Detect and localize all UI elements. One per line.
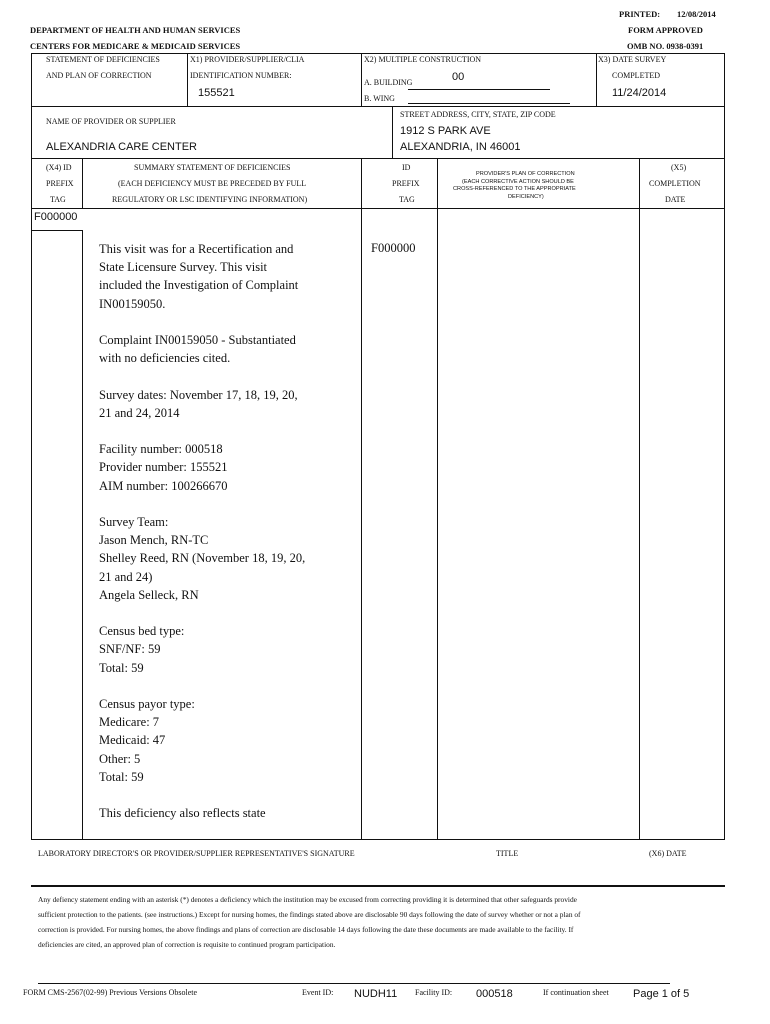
provider-number: 155521 [198, 87, 235, 99]
event-id-label: Event ID: [302, 988, 334, 997]
footer-rule [38, 983, 670, 984]
x1-label: X1) PROVIDER/SUPPLIER/CLIA [190, 55, 305, 64]
id-header-2: PREFIX [392, 179, 420, 188]
title-label: TITLE [496, 849, 519, 858]
summary-line: 21 and 24) [99, 569, 153, 584]
x1-label-2: IDENTIFICATION NUMBER: [190, 71, 292, 80]
body-divider [639, 208, 640, 840]
summary-line: Other: 5 [99, 751, 141, 766]
summary-line: SNF/NF: 59 [99, 642, 161, 657]
summary-line: Total: 59 [99, 660, 144, 675]
summary-line: Shelley Reed, RN (November 18, 19, 20, [99, 551, 306, 566]
summary-line: Medicaid: 47 [99, 733, 166, 748]
summary-line: Facility number: 000518 [99, 442, 223, 457]
x5-header-1: (X5) [671, 163, 687, 172]
tag-cell-bottom [31, 230, 83, 231]
summary-paragraph [99, 804, 354, 822]
provider-name: ALEXANDRIA CARE CENTER [46, 141, 197, 153]
body-divider [361, 208, 362, 840]
plan-header-1: PROVIDER'S PLAN OF CORRECTION [476, 171, 575, 177]
signature-date-label: (X6) DATE [649, 849, 687, 858]
summary-header-2: (EACH DEFICIENCY MUST BE PRECEDED BY FULL [118, 179, 307, 188]
signature-label: LABORATORY DIRECTOR'S OR PROVIDER/SUPPLIER REPRESENTATIVE'S SIGNATURE [38, 849, 355, 858]
body-divider [82, 230, 83, 840]
summary-line: Provider number: 155521 [99, 460, 228, 475]
col-divider [82, 158, 83, 209]
signature-rule [31, 885, 725, 887]
statement-line2: AND PLAN OF CORRECTION [46, 71, 152, 80]
wing-label: B. WING [364, 94, 395, 103]
omb-number: OMB NO. 0938-0391 [627, 41, 704, 51]
summary-line: included the Investigation of Complaint [99, 278, 299, 293]
plan-header-2: (EACH CORRECTIVE ACTION SHOULD BE [462, 179, 574, 185]
form-number: FORM CMS-2567(02-99) Previous Versions Obsolete [23, 988, 198, 997]
x5-header-3: DATE [665, 195, 686, 204]
summary-paragraph [99, 240, 354, 313]
summary-header-3: REGULATORY OR LSC IDENTIFYING INFORMATION) [112, 195, 308, 204]
summary-line: with no deficiencies cited. [99, 351, 231, 366]
provider-name-label: NAME OF PROVIDER OR SUPPLIER [46, 117, 176, 126]
summary-paragraph [99, 386, 354, 422]
body-divider [437, 208, 438, 840]
building-label: A. BUILDING [364, 78, 413, 87]
facility-id-label: Facility ID: [415, 988, 453, 997]
page-number: Page 1 of 5 [633, 988, 690, 1000]
survey-completed-date: 11/24/2014 [612, 87, 667, 99]
printed-label: PRINTED: [619, 9, 661, 19]
plan-header-4: DEFICIENCY) [508, 194, 544, 200]
statement-line1: STATEMENT OF DEFICIENCIES [46, 55, 160, 64]
summary-line: Angela Selleck, RN [99, 587, 199, 602]
x3-label-2: COMPLETED [612, 71, 660, 80]
summary-line: Medicare: 7 [99, 715, 160, 730]
building-value: 00 [452, 71, 465, 83]
summary-line: This deficiency also reflects state [99, 806, 266, 821]
agency-department: DEPARTMENT OF HEALTH AND HUMAN SERVICES [30, 25, 241, 35]
street-address: 1912 S PARK AVE [400, 125, 491, 137]
summary-paragraph [99, 440, 354, 495]
address-label: STREET ADDRESS, CITY, STATE, ZIP CODE [400, 110, 556, 119]
plan-header-3: CROSS-REFERENCED TO THE APPROPRIATE [453, 186, 576, 192]
printed-date: 12/08/2014 [677, 9, 716, 19]
summary-line: Complaint IN00159050 - Substantiated [99, 333, 296, 347]
summary-paragraph [99, 695, 354, 786]
summary-line: 21 and 24, 2014 [99, 405, 180, 420]
summary-line: Census payor type: [99, 696, 195, 711]
summary-line: Jason Mench, RN-TC [99, 533, 209, 548]
col-divider [639, 158, 640, 209]
x4-header-1: (X4) ID [46, 163, 72, 172]
x4-header-2: PREFIX [46, 179, 74, 188]
id-header-1: ID [402, 163, 411, 172]
summary-paragraph [99, 622, 354, 677]
summary-line: Census bed type: [99, 624, 185, 639]
summary-header-1: SUMMARY STATEMENT OF DEFICIENCIES [134, 163, 291, 172]
col-divider [437, 158, 438, 209]
building-underline [408, 89, 550, 90]
summary-line: AIM number: 100266670 [99, 478, 228, 493]
x2-label: X2) MULTIPLE CONSTRUCTION [364, 55, 482, 64]
wing-underline [408, 103, 570, 104]
x4-header-3: TAG [50, 195, 66, 204]
summary-statement [99, 240, 354, 841]
summary-line: Survey dates: November 17, 18, 19, 20, [99, 387, 298, 402]
summary-line: This visit was for a Recertification and [99, 242, 294, 256]
summary-paragraph [99, 331, 354, 367]
tag-left: F000000 [34, 211, 78, 223]
summary-paragraph [99, 513, 354, 604]
disclaimer: Any defiency statement ending with an asterisk (*) denotes a deficiency which the institution may be excused from correcting providing it is determined that other safeguards provide sufficient protection to the patients. (see instructions.) Except for nursing homes, the findings stated above are disclosable 90 days following the date of survey whether or not a plan of correction is provided. For nursing homes, the above findings and plans of correction are disclosable 14 days following the date these documents are made available to the facility. If deficiencies are cited, an approved plan of correction is requisite to continued program participation. [38, 895, 581, 949]
x5-header-2: COMPLETION [649, 179, 701, 188]
form-approved: FORM APPROVED [628, 25, 703, 35]
x3-label: X3) DATE SURVEY [598, 55, 667, 64]
summary-line: IN00159050. [99, 296, 166, 311]
col-divider [361, 158, 362, 209]
event-id: NUDH11 [354, 988, 398, 1000]
summary-line: Survey Team: [99, 514, 169, 529]
facility-id: 000518 [476, 988, 513, 1000]
summary-line: Total: 59 [99, 769, 144, 784]
continuation-label: If continuation sheet [543, 988, 609, 997]
tag-right: F000000 [371, 241, 416, 255]
summary-line: State Licensure Survey. This visit [99, 260, 268, 275]
id-header-3: TAG [399, 195, 415, 204]
city-state-zip: ALEXANDRIA, IN 46001 [400, 141, 521, 153]
agency-centers: CENTERS FOR MEDICARE & MEDICAID SERVICES [30, 41, 241, 51]
